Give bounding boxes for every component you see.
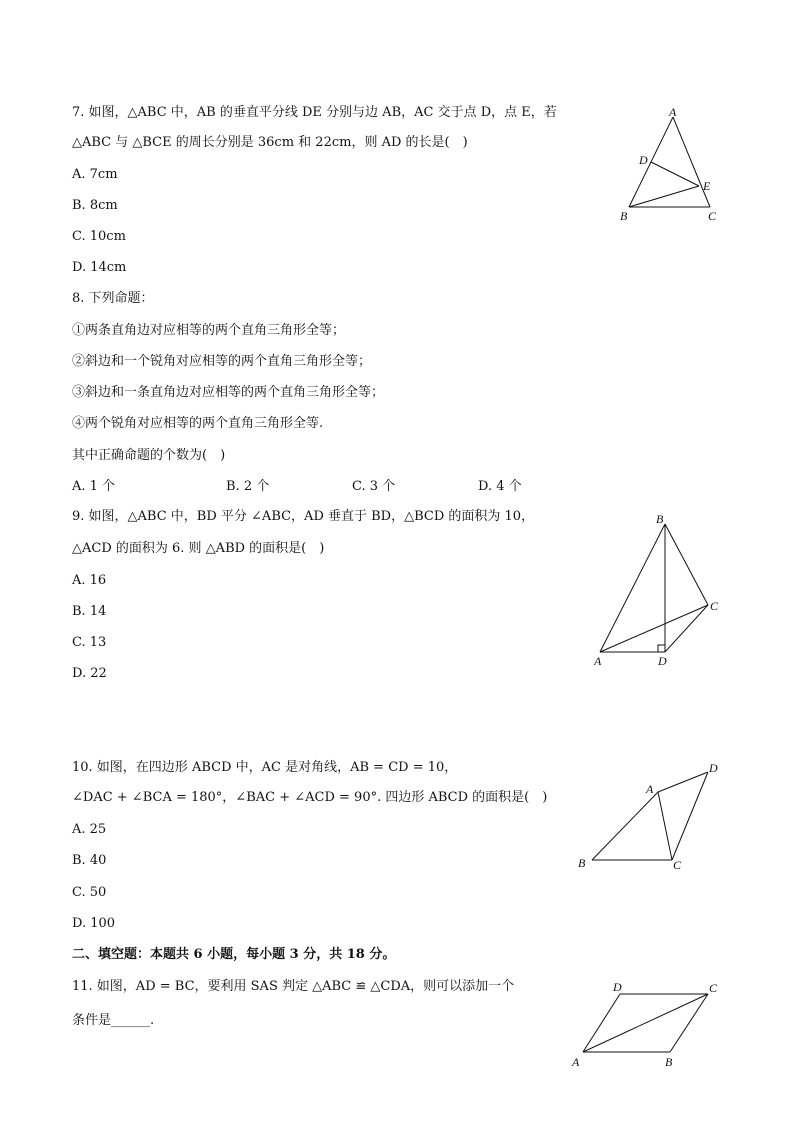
- q11-stem-line2: 条件是______.: [72, 1013, 155, 1028]
- q10-label-d: D: [709, 761, 718, 775]
- q9-label-a: A: [594, 654, 602, 668]
- q9-option-b: B. 14: [72, 604, 107, 619]
- q8-option-b: B. 2 个: [226, 479, 270, 494]
- q10-option-a: A. 25: [72, 822, 107, 837]
- q8-item-1: ①两条直角边对应相等的两个直角三角形全等；: [72, 323, 346, 338]
- q7-label-a: A: [669, 105, 677, 119]
- q8-item-2: ②斜边和一个锐角对应相等的两个直角三角形全等；: [72, 354, 372, 369]
- q8-question: 其中正确命题的个数为( ): [72, 448, 226, 463]
- q8-stem: 8. 下列命题：: [72, 291, 154, 306]
- q10-label-c: C: [673, 858, 682, 872]
- q7-option-b: B. 8cm: [72, 198, 118, 213]
- q9-option-a: A. 16: [72, 573, 107, 588]
- q10-option-d: D. 100: [72, 916, 116, 931]
- q10-figure: [570, 755, 730, 880]
- section-2-heading: 二、填空题：本题共 6 小题，每小题 3 分，共 18 分。: [72, 947, 396, 962]
- q7-label-e: E: [703, 179, 711, 193]
- q11-figure: [565, 975, 735, 1075]
- q7-stem-line1: 7. 如图，△ABC 中，AB 的垂直平分线 DE 分别与边 AB，AC 交于点 D，点 E，若: [72, 105, 557, 120]
- q10-stem-line1: 10. 如图，在四边形 ABCD 中，AC 是对角线，AB = CD = 10，: [72, 760, 458, 775]
- q7-figure: [610, 100, 730, 230]
- q9-label-d: D: [658, 654, 667, 668]
- q11-label-b: B: [665, 1055, 673, 1069]
- q10-label-a: A: [646, 782, 654, 796]
- q10-stem-line2: ∠DAC + ∠BCA = 180°，∠BAC + ∠ACD = 90°. 四边形 ABCD 的面积是( ): [72, 790, 548, 805]
- q8-option-d: D. 4 个: [478, 479, 522, 494]
- q8-option-c: C. 3 个: [352, 479, 396, 494]
- q7-label-d: D: [639, 153, 648, 167]
- q7-option-d: D. 14cm: [72, 260, 127, 275]
- q9-stem-line2: △ACD 的面积为 6. 则 △ABD 的面积是( ): [72, 541, 325, 556]
- q11-label-a: A: [572, 1055, 580, 1069]
- q11-label-d: D: [613, 980, 622, 994]
- q9-option-c: C. 13: [72, 635, 107, 650]
- q7-stem-line2: △ABC 与 △BCE 的周长分别是 36cm 和 22cm，则 AD 的长是( ): [72, 135, 468, 150]
- q11-stem-line1: 11. 如图，AD = BC，要利用 SAS 判定 △ABC ≌ △CDA，则可以添加一个: [72, 979, 515, 994]
- q10-option-c: C. 50: [72, 885, 107, 900]
- q9-label-b: B: [656, 512, 664, 526]
- q9-stem-line1: 9. 如图，△ABC 中，BD 平分 ∠ABC，AD 垂直于 BD，△BCD 的面积为 10，: [72, 509, 535, 524]
- q8-option-a: A. 1 个: [72, 479, 116, 494]
- q8-item-3: ③斜边和一条直角边对应相等的两个直角三角形全等；: [72, 385, 385, 400]
- q11-label-c: C: [709, 981, 718, 995]
- q10-option-b: B. 40: [72, 853, 107, 868]
- q8-item-4: ④两个锐角对应相等的两个直角三角形全等.: [72, 416, 324, 431]
- q9-option-d: D. 22: [72, 666, 107, 681]
- q7-option-c: C. 10cm: [72, 229, 126, 244]
- q7-label-c: C: [708, 209, 717, 223]
- q7-option-a: A. 7cm: [72, 167, 118, 182]
- q7-label-b: B: [620, 209, 628, 223]
- q9-label-c: C: [710, 599, 719, 613]
- q10-label-b: B: [578, 856, 586, 870]
- q9-figure: [585, 505, 725, 675]
